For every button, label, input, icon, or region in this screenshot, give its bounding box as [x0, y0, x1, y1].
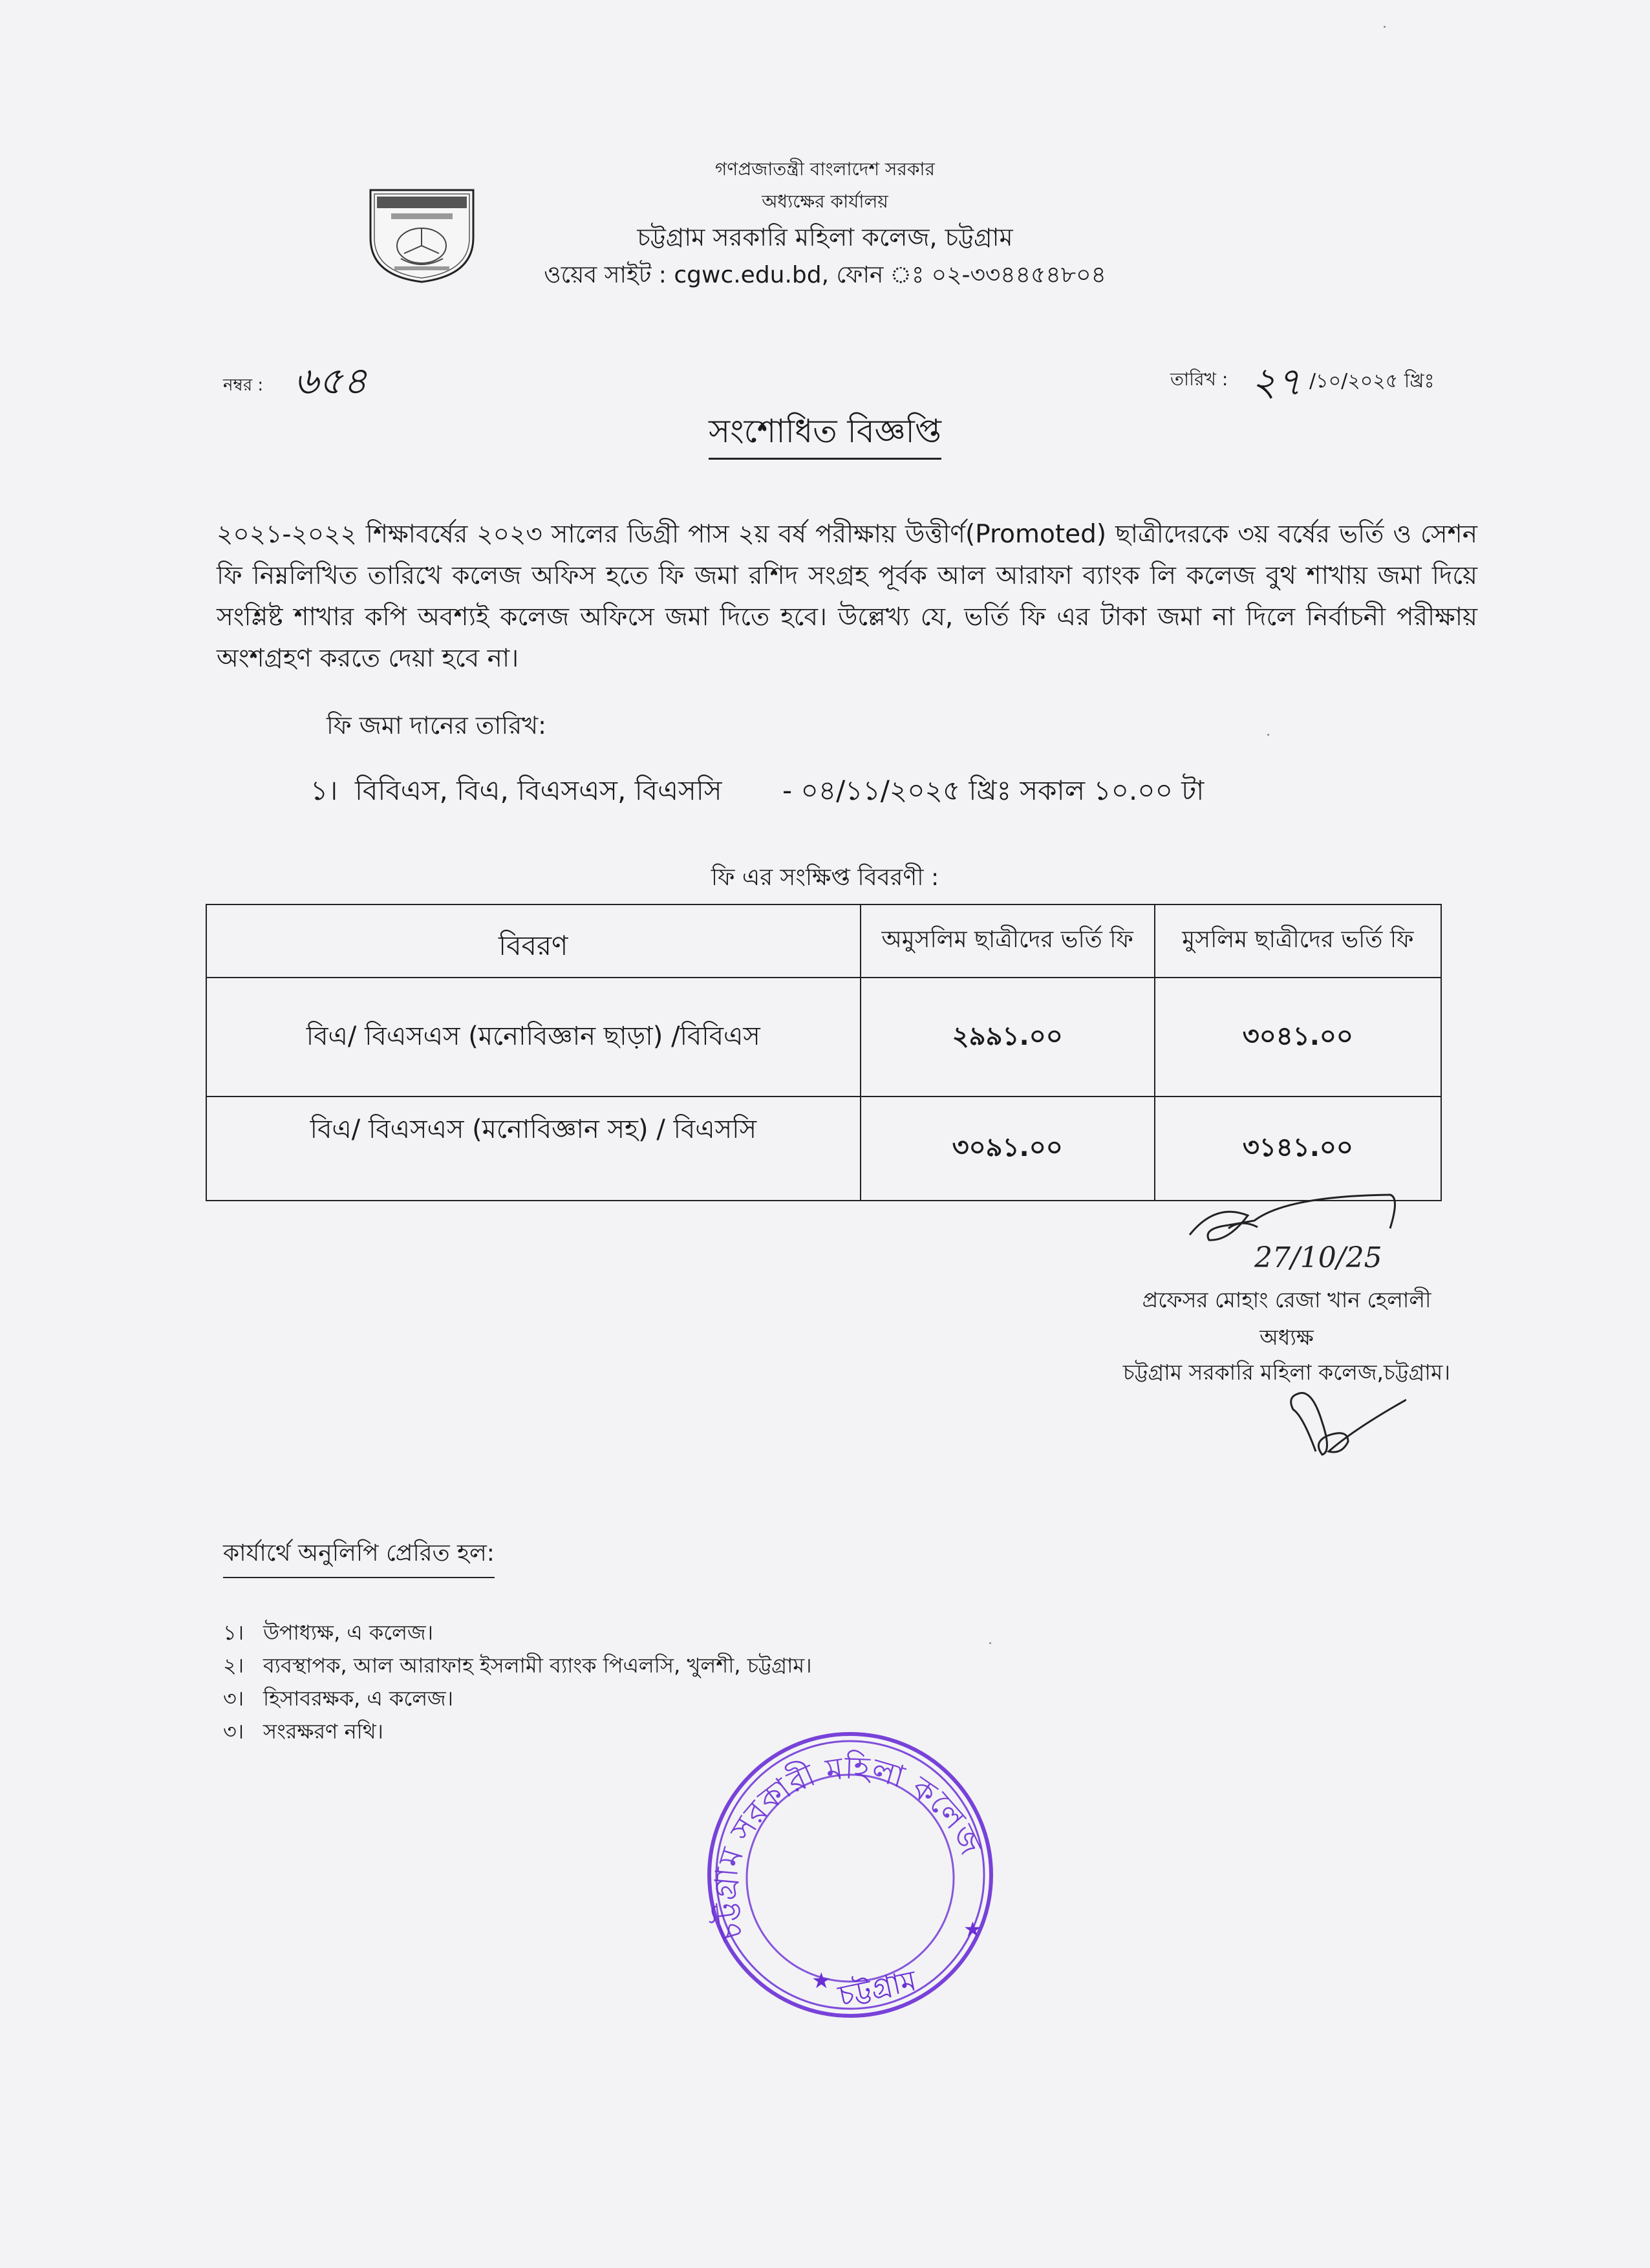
notice-title-wrapper: [0, 407, 1650, 461]
column-header-description: বিবরণ: [206, 904, 861, 978]
list-item-text: হিসাবরক্ষক, এ কলেজ।: [263, 1686, 454, 1711]
copies-heading: কার্যার্থে অনুলিপি প্রেরিত হল:: [223, 1535, 495, 1578]
initial-signature: [1283, 1390, 1406, 1461]
signatory-designation: অধ্যক্ষ: [1259, 1325, 1314, 1350]
star-icon: ★: [811, 1968, 831, 1994]
contact-info: ওয়েব সাইট : cgwc.edu.bd, ফোন ঃ ০২-৩৩৪৪৫৪৮০৪: [544, 262, 1106, 288]
deposit-date-heading: ফি জমা দানের তারিখ:: [327, 711, 546, 740]
list-item-text: ব্যবস্থাপক, আল আরাফাহ ইসলামী ব্যাংক পিএলসি, খুলশী, চট্টগ্রাম।: [263, 1653, 812, 1678]
fee-table-header: [206, 904, 1441, 978]
table-row: [206, 978, 1441, 1097]
stamp-ring-text: চট্টগ্রাম সরকারী মহিলা কলেজ: [706, 1749, 989, 1945]
svg-text:27/10/25: 27/10/25: [1254, 1241, 1382, 1274]
list-item-text: উপাধ্যক্ষ, এ কলেজ।: [263, 1620, 434, 1645]
column-header-muslim-fee: মুসলিম ছাত্রীদের ভর্তি ফি: [1155, 904, 1441, 978]
signatory-name: প্রফেসর মোহাং রেজা খান হেলালী: [1142, 1287, 1431, 1312]
date-label: তারিখ :: [1170, 369, 1228, 390]
date-day-handwritten: ২৭: [1251, 359, 1302, 405]
notice-body: ২০২১-২০২২ শিক্ষাবর্ষের ২০২৩ সালের ডিগ্রী পাস ২য় বর্ষ পরীক্ষায় উত্তীর্ণ(Promoted) ছাত্রীদেরকে ৩য় বর্ষের ভর্তি ও সেশন ফি নিম্নলিখিত তারিখে কলেজ অফিস হতে ফি জমা রশিদ সংগ্রহ পূর্বক আল আরাফা ব্যাংক লি কলেজ বুথ শাখায় জমা দিয়ে সংশ্লিষ্ট শাখার কপি অবশ্যই কলেজ অফিসে জমা দিতে হবে। উল্লেখ্য যে, ভর্তি ফি এর টাকা জমা না দিলে নির্বাচনী পরীক্ষায় অংশগ্রহণ করতে দেয়া হবে না।: [217, 520, 1477, 673]
reference-number: ৬৫৪: [294, 359, 367, 403]
non-muslim-fee: ২৯৯১.০০: [861, 978, 1155, 1097]
schedule-serial: ১।: [310, 775, 338, 806]
date-month-year: /১০/২০২৫ খ্রিঃ: [1309, 370, 1435, 392]
list-item-serial: ৩।: [223, 1719, 244, 1744]
column-header-non-muslim-fee: অমুসলিম ছাত্রীদের ভর্তি ফি: [861, 904, 1155, 978]
college-name: চট্টগ্রাম সরকারি মহিলা কলেজ, চট্টগ্রাম: [637, 223, 1013, 251]
fee-description: বিএ/ বিএসএস (মনোবিজ্ঞান ছাড়া) /বিবিএস: [206, 978, 861, 1097]
fee-table-caption: ফি এর সংক্ষিপ্ত বিবরণী :: [711, 864, 939, 891]
list-item: [223, 1616, 812, 1649]
office-name: অধ্যক্ষের কার্যালয়: [762, 191, 888, 212]
list-item: [223, 1649, 812, 1682]
schedule-programs: বিবিএস, বিএ, বিএসএস, বিএসসি: [354, 775, 722, 806]
principal-signature: [1177, 1190, 1409, 1280]
svg-text:চট্টগ্রাম: চট্টগ্রাম: [835, 1964, 919, 2013]
non-muslim-fee: ৩০৯১.০০: [861, 1097, 1155, 1201]
government-name: গণপ্রজাতন্ত্রী বাংলাদেশ সরকার: [715, 158, 935, 180]
table-row: [206, 1097, 1441, 1201]
schedule-date-time: - ০৪/১১/২০২৫ খ্রিঃ সকাল ১০.০০ টা: [782, 775, 1205, 806]
fee-description: বিএ/ বিএসএস (মনোবিজ্ঞান সহ) / বিএসসি: [206, 1097, 861, 1201]
deposit-schedule-item: [310, 769, 1204, 815]
reference-number-label: নম্বর :: [223, 376, 264, 395]
star-icon: ★: [963, 1917, 982, 1942]
list-item-serial: ১।: [223, 1620, 244, 1645]
list-item-serial: ২।: [223, 1653, 244, 1678]
signatory-institution: চট্টগ্রাম সরকারি মহিলা কলেজ,চট্টগ্রাম।: [1122, 1360, 1451, 1385]
list-item: [223, 1682, 812, 1715]
muslim-fee: ৩১৪১.০০: [1155, 1097, 1441, 1201]
notice-title: সংশোধিত বিজ্ঞপ্তি: [709, 412, 941, 460]
muslim-fee: ৩০৪১.০০: [1155, 978, 1441, 1097]
list-item-text: সংরক্ষরণ নথি।: [263, 1719, 383, 1744]
fee-table: [206, 904, 1442, 1201]
college-seal-stamp: [695, 1723, 1005, 2027]
list-item-serial: ৩।: [223, 1686, 244, 1711]
